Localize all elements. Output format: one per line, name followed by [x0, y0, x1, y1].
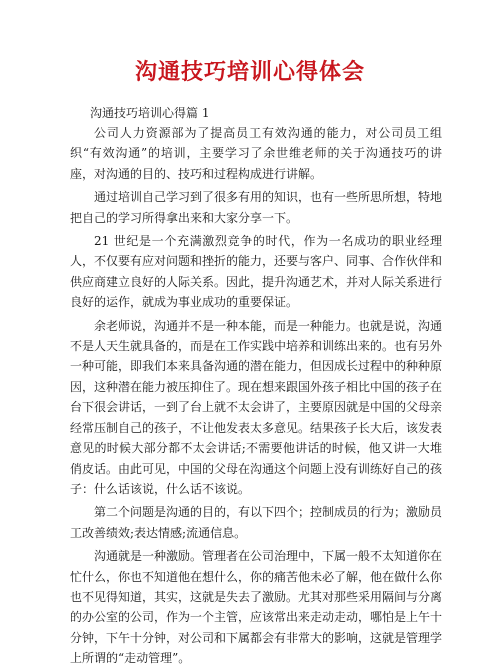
paragraph: 第二个问题是沟通的目的，有以下四个；控制成员的行为；激励员工改善绩效;表达情感;流通信息。: [70, 505, 443, 540]
document-body: [70, 123, 442, 672]
paragraph: 21 世纪是一个充满激烈竞争的时代，作为一名成功的职业经理人，不仅要有应对问题和挫折的能力，还要与客户、同事、合作伙伴和供应商建立良好的人际关系。因此，提升沟通艺术，并对人际关系进行良好的运作，就成为事业成功的重要保证。: [70, 234, 443, 310]
paragraph: 公司人力资源部为了提高员工有效沟通的能力，对公司员工组织“有效沟通”的培训，主要学习了余世维老师的关于沟通技巧的讲座，对沟通的目的、技巧和过程构成进行讲解。: [70, 126, 442, 181]
paragraph: 通过培训自己学习到了很多有用的知识，也有一些所思所想，特地把自己的学习所得拿出来和大家分享一下。: [70, 190, 443, 225]
paragraph: 沟通就是一种激励。管理者在公司治理中，下属一般不太知道你在忙什么，你也不知道他在想什么，你的痛苦他未必了解，他在做什么你也不见得知道，其实，这就是失去了激励。尤其对那些采用隔间与分离的办公室的公司，作为一个主管，应该常出来走动走动，哪怕是上午十分钟，下午十分钟，对公司和下属都会有非常大的影响，这就是管理学上所谓的“走动管理”。: [70, 549, 443, 666]
section-heading: 沟通技巧培训心得篇 1: [90, 106, 210, 120]
document-title: 沟通技巧培训心得体会: [134, 60, 365, 85]
paragraph: 余老师说，沟通并不是一种本能，而是一种能力。也就是说，沟通不是人天生就具备的，而是在工作实践中培养和训练出来的。也有另外一种可能，即我们本来具备沟通的潜在能力，但因成长过程中的种种原因，这种潜在能力被压抑住了。现在想来跟国外孩子相比中国的孩子在台下很会讲话，一到了台上就不太会讲了，主要原因就是中国的父母亲经常压制自己的孩子，不让他发表太多意见。结果孩子长大后，该发表意见的时候大部分都不太会讲话;不需要他讲话的时候，他又讲一大堆俏皮话。由此可见，中国的父母在沟通这个问题上没有训练好自己的孩子：什么话该说，什么话不该说。: [70, 318, 443, 496]
